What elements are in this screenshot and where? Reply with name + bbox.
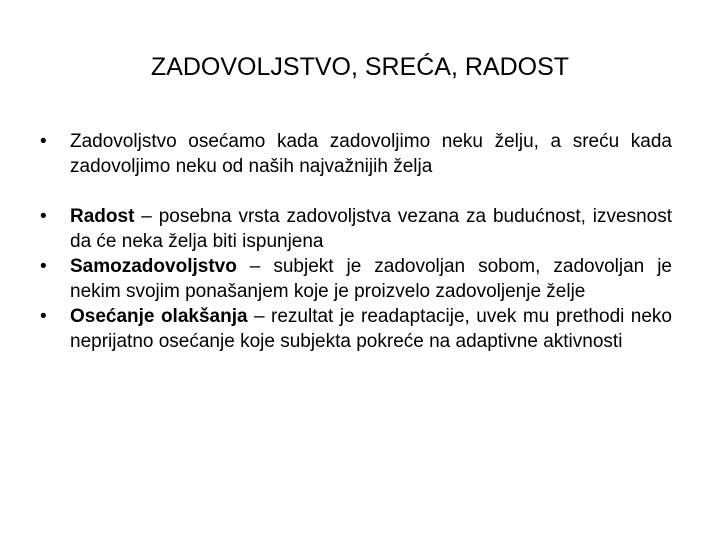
bullet-icon: • bbox=[40, 256, 47, 277]
bullet-text: – rezultat je readaptacije, uvek mu prethodi neko neprijatno osećanje koje subjekta pokreće na adaptivne aktivnosti bbox=[70, 306, 673, 352]
bullet-text: – subjekt je zadovoljan sobom, zadovoljan je nekim svojim ponašanjem koje je proizvelo zadovoljenje želje bbox=[70, 256, 672, 302]
bullet-list bbox=[40, 129, 672, 354]
bullet-item bbox=[40, 254, 672, 304]
bullet-icon: • bbox=[40, 131, 47, 152]
bullet-term: Osećanje olakšanja bbox=[70, 306, 248, 327]
bullet-item bbox=[40, 204, 672, 254]
bullet-item bbox=[40, 304, 672, 354]
bullet-text: – posebna vrsta zadovoljstva vezana za budućnost, izvesnost da će neka želja biti ispunjena bbox=[70, 206, 672, 252]
bullet-term: Radost bbox=[70, 206, 135, 227]
slide-title: ZADOVOLJSTVO, SREĆA, RADOST bbox=[150, 53, 570, 81]
bullet-text: Zadovoljstvo osećamo kada zadovoljimo neku želju, a sreću kada zadovoljimo neku od naših najvažnijih želja bbox=[70, 131, 672, 177]
bullet-icon: • bbox=[40, 306, 47, 327]
bullet-icon: • bbox=[40, 206, 47, 227]
bullet-term: Samozadovoljstvo bbox=[70, 256, 237, 277]
bullet-item bbox=[40, 129, 672, 179]
